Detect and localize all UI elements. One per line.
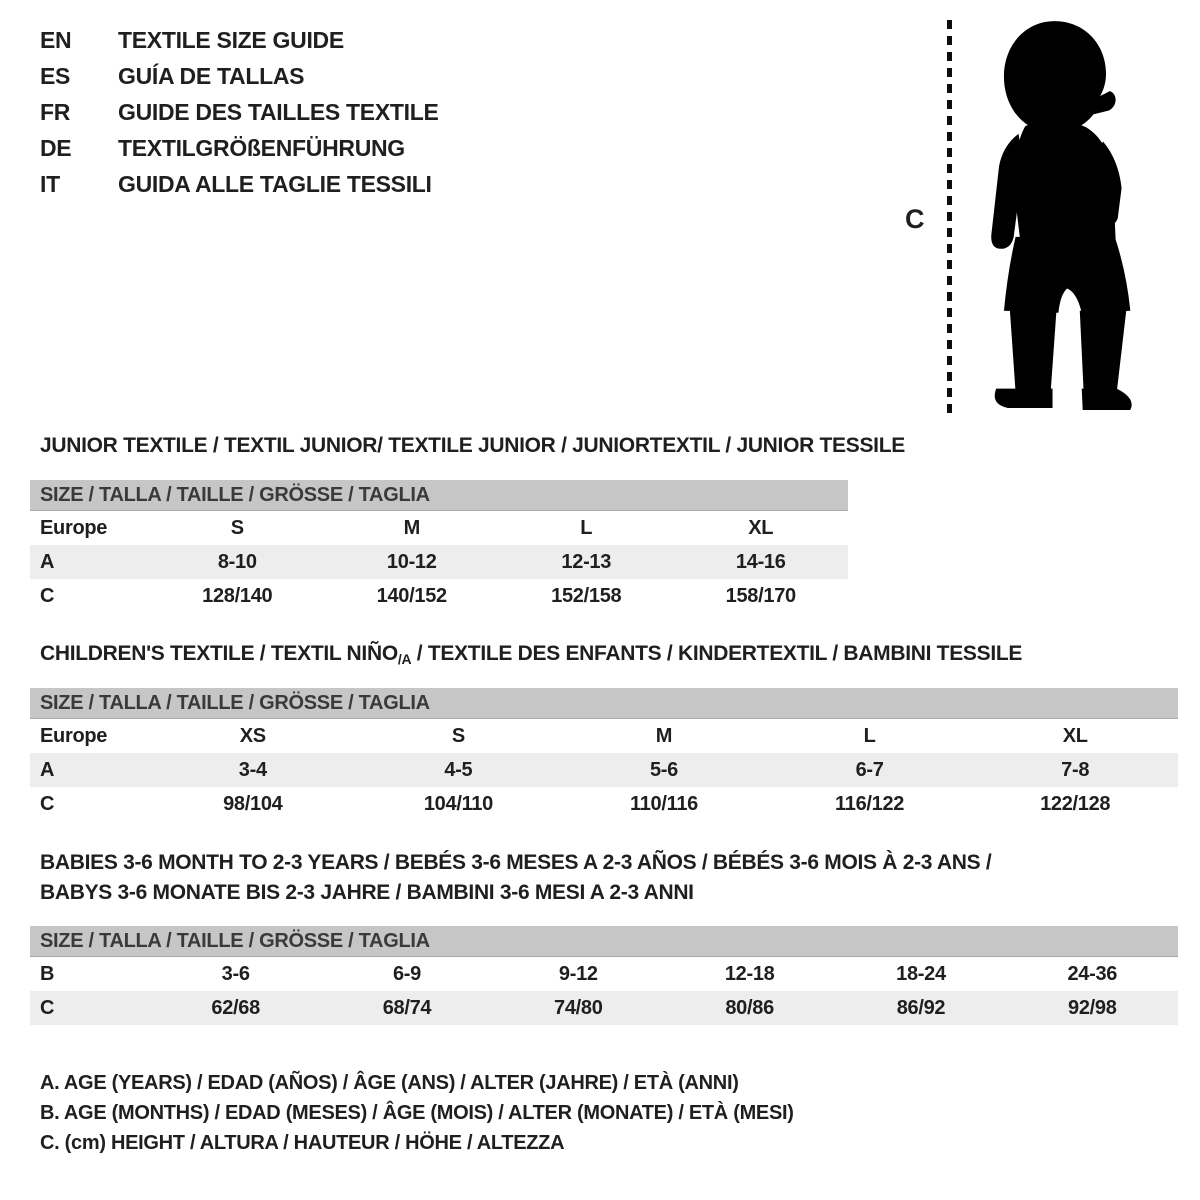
height-cell: 122/128 <box>1040 792 1111 815</box>
size-cell: L <box>580 516 593 539</box>
size-cell: M <box>403 516 420 539</box>
language-code: FR <box>40 98 71 125</box>
table-row-height <box>30 579 848 613</box>
language-title: GUIDE DES TAILLES TEXTILE <box>118 98 439 125</box>
age-cell: 6-7 <box>855 758 884 781</box>
language-row <box>40 130 439 166</box>
height-cell: 86/92 <box>896 996 946 1019</box>
language-title: TEXTILGRÖßENFÜHRUNG <box>118 134 405 161</box>
children-size-table <box>30 688 1178 821</box>
height-cell: 92/98 <box>1068 996 1117 1019</box>
height-cell: 110/116 <box>629 792 698 815</box>
babies-section-title <box>40 848 991 908</box>
months-cell: 18-24 <box>896 962 946 985</box>
language-title: GUÍA DE TALLAS <box>118 62 305 89</box>
age-cell: 12-13 <box>561 550 612 573</box>
babies-title-line2: BABYS 3-6 MONATE BIS 2-3 JAHRE / BAMBINI 3-6 MESI A 2-3 ANNI <box>40 881 694 904</box>
children-title-text: / TEXTILE DES ENFANTS / KINDERTEXTIL / BAMBINI TESSILE <box>411 642 1023 665</box>
age-cell: 3-4 <box>238 758 267 781</box>
size-cell: XL <box>748 516 774 539</box>
row-label: A <box>40 758 55 781</box>
size-cell: M <box>655 724 673 747</box>
language-row <box>40 22 439 58</box>
size-cell: XS <box>239 724 266 747</box>
language-code: EN <box>40 26 72 53</box>
children-section-title <box>40 642 1022 667</box>
height-cell: 128/140 <box>202 584 273 607</box>
language-title: GUIDA ALLE TAGLIE TESSILI <box>118 170 432 197</box>
row-label: C <box>40 584 55 607</box>
row-label: C <box>40 792 55 815</box>
months-cell: 24-36 <box>1067 962 1118 985</box>
size-cell: XL <box>1062 724 1088 747</box>
age-cell: 14-16 <box>735 550 786 573</box>
children-title-text: CHILDREN'S TEXTILE / TEXTIL NIÑO <box>40 642 398 665</box>
table-row-age <box>30 753 1178 787</box>
size-cell: L <box>863 724 876 747</box>
table-row-europe <box>30 511 848 545</box>
children-title-sub: /A <box>397 651 412 667</box>
height-cell: 62/68 <box>211 996 260 1019</box>
size-cell: S <box>230 516 244 539</box>
language-row <box>40 58 439 94</box>
row-label: A <box>40 550 55 573</box>
legend-block <box>40 1068 794 1158</box>
height-cell: 152/158 <box>551 584 622 607</box>
language-title: TEXTILE SIZE GUIDE <box>118 26 344 53</box>
language-title-block <box>40 22 439 202</box>
legend-line-c: C. (cm) HEIGHT / ALTURA / HAUTEUR / HÖHE / ALTEZZA <box>40 1132 565 1154</box>
table-row-height <box>30 787 1178 821</box>
table-row-europe <box>30 719 1178 753</box>
language-code: DE <box>40 134 72 161</box>
table-row-months <box>30 957 1178 991</box>
legend-line-b: B. AGE (MONTHS) / EDAD (MESES) / ÂGE (MOIS) / ALTER (MONATE) / ETÀ (MESI) <box>40 1102 794 1124</box>
height-cell: 68/74 <box>382 996 432 1019</box>
age-cell: 7-8 <box>1061 758 1090 781</box>
size-header-bar: SIZE / TALLA / TAILLE / GRÖSSE / TAGLIA <box>30 688 1178 719</box>
months-cell: 3-6 <box>221 962 250 985</box>
height-cell: 140/152 <box>376 584 447 607</box>
months-cell: 6-9 <box>392 962 421 985</box>
age-cell: 8-10 <box>217 550 257 573</box>
language-code: IT <box>40 170 60 197</box>
table-row-age <box>30 545 848 579</box>
age-cell: 5-6 <box>649 758 678 781</box>
size-cell: S <box>451 724 465 747</box>
language-row <box>40 166 439 202</box>
table-row-height <box>30 991 1178 1025</box>
language-code: ES <box>40 62 71 89</box>
row-label: Europe <box>40 724 108 747</box>
age-cell: 4-5 <box>444 758 473 781</box>
toddler-silhouette-icon <box>967 14 1142 419</box>
height-cell: 116/122 <box>835 792 905 815</box>
junior-section-title: JUNIOR TEXTILE / TEXTIL JUNIOR/ TEXTILE JUNIOR / JUNIORTEXTIL / JUNIOR TESSILE <box>40 434 905 457</box>
height-cell: 80/86 <box>725 996 774 1019</box>
row-label: B <box>40 962 55 985</box>
legend-line-a: A. AGE (YEARS) / EDAD (AÑOS) / ÂGE (ANS) / ALTER (JAHRE) / ETÀ (ANNI) <box>40 1072 739 1094</box>
size-header-bar: SIZE / TALLA / TAILLE / GRÖSSE / TAGLIA <box>30 926 1178 957</box>
height-cell: 98/104 <box>223 792 283 815</box>
height-cell: 74/80 <box>554 996 603 1019</box>
babies-title-line1: BABIES 3-6 MONTH TO 2-3 YEARS / BEBÉS 3-6 MESES A 2-3 AÑOS / BÉBÉS 3-6 MOIS À 2-3 ANS / <box>40 851 992 874</box>
age-cell: 10-12 <box>386 550 437 573</box>
size-header-bar: SIZE / TALLA / TAILLE / GRÖSSE / TAGLIA <box>30 480 848 511</box>
months-cell: 9-12 <box>558 962 598 985</box>
height-cell: 104/110 <box>423 792 493 815</box>
height-measure-figure <box>895 12 1155 422</box>
row-label: C <box>40 996 55 1019</box>
height-cell: 158/170 <box>725 584 796 607</box>
dashed-height-line <box>947 20 952 420</box>
row-label: Europe <box>40 516 108 539</box>
measure-c-label: C <box>905 204 925 234</box>
months-cell: 12-18 <box>724 962 775 985</box>
junior-size-table <box>30 480 848 613</box>
language-row <box>40 94 439 130</box>
babies-size-table <box>30 926 1178 1025</box>
